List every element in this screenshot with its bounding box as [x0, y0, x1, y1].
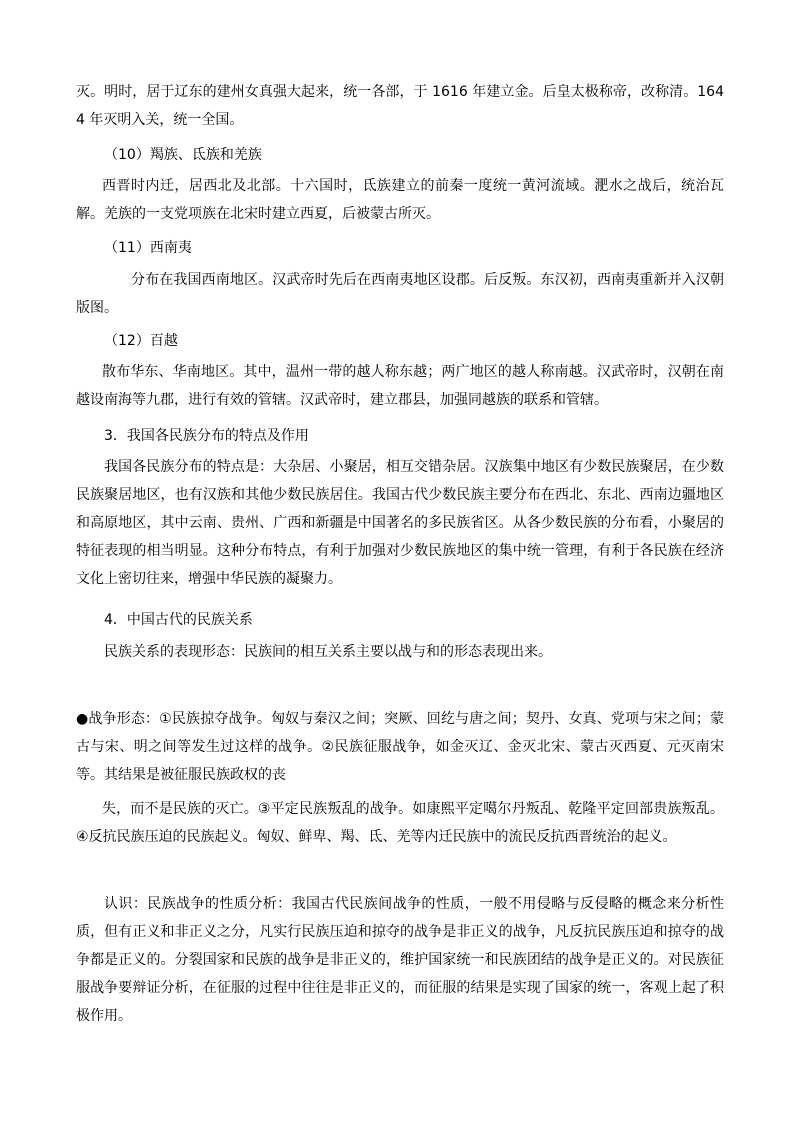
heading-10: （10）羯族、氐族和羌族 — [104, 147, 262, 163]
heading-11: （11）西南夷 — [104, 240, 192, 256]
paragraph-intro: 灭。明时，居于辽东的建州女真强大起来，统一各部，于 1616 年建立金。后皇太极称帝，改称清。1644 年灭明入关，统一全国。 — [76, 84, 724, 128]
paragraph-understanding: 认识：民族战争的性质分析：我国古代民族间战争的性质，一般不用侵略与反侵略的概念来分析性质，但有正义和非正义之分，凡实行民族压迫和掠夺的战争是非正义的战争，凡反抗民族压迫和掠夺的战争都是正义的。分裂国家和民族的战争是非正义的，维护国家统一和民族团结的战争是正义的。对民族征服战争要辩证分析，在征服的过程中往往是非正义的，而征服的结果是实现了国家的统一，客观上起了积极作用。 — [76, 896, 724, 1024]
paragraph-10: 西晋时内迁，居西北及北部。十六国时，氐族建立的前秦一度统一黄河流域。淝水之战后，统治瓦解。羌族的一支党项族在北宋时建立西夏，后被蒙古所灭。 — [76, 178, 724, 222]
paragraph-war-forms: ●战争形态：①民族掠夺战争。匈奴与秦汉之间；突厥、回纥与唐之间；契丹、女真、党项与宋之间；蒙古与宋、明之间等发生过这样的战争。②民族征服战争，如金灭辽、金灭北宋、蒙古灭西夏、元灭南宋等。其结果是被征服民族政权的丧 — [76, 711, 724, 783]
heading-3: 3．我国各民族分布的特点及作用 — [104, 428, 309, 444]
heading-4: 4．中国古代的民族关系 — [104, 612, 253, 628]
paragraph-4: 民族关系的表现形态：民族间的相互关系主要以战与和的形态表现出来。 — [104, 644, 552, 660]
paragraph-11: 分布在我国西南地区。汉武帝时先后在西南夷地区设郡。后反叛。东汉初，西南夷重新并入汉朝版图。 — [76, 272, 724, 316]
paragraph-3: 我国各民族分布的特点是：大杂居、小聚居，相互交错杂居。汉族集中地区有少数民族聚居，在少数民族聚居地区，也有汉族和其他少数民族居住。我国古代少数民族主要分布在西北、东北、西南边疆地区和高原地区，其中云南、贵州、广西和新疆是中国著名的多民族省区。从各少数民族的分布看，小聚居的特征表现的相当明显。这种分布特点，有利于加强对少数民族地区的集中统一管理，有利于各民族在经济文化上密切往来，增强中华民族的凝聚力。 — [76, 459, 724, 587]
paragraph-12: 散布华东、华南地区。其中，温州一带的越人称东越；两广地区的越人称南越。汉武帝时，汉朝在南越设南海等九郡，进行有效的管辖。汉武帝时，建立郡县，加强同越族的联系和管辖。 — [76, 364, 724, 408]
heading-12: （12）百越 — [104, 333, 178, 349]
paragraph-war-forms-continued: 失，而不是民族的灭亡。③平定民族叛乱的战争。如康熙平定噶尔丹叛乱、乾隆平定回部贵族叛乱。④反抗民族压迫的民族起义。匈奴、鲜卑、羯、氐、羌等内迁民族中的流民反抗西晋统治的起义。 — [76, 801, 724, 845]
